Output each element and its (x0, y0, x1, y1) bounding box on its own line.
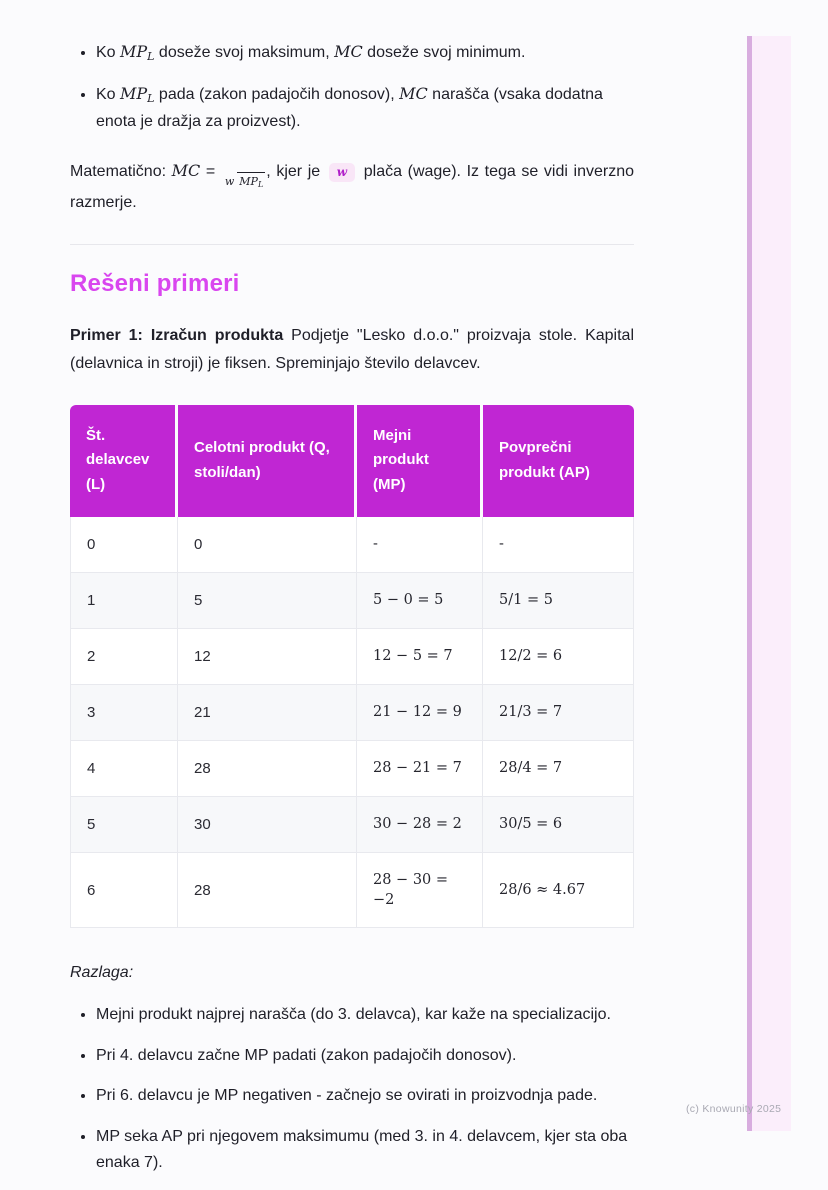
section-divider (70, 244, 634, 245)
explanation-bullet-list (70, 1002, 634, 1176)
table-row (70, 629, 634, 685)
explanation-label: Razlaga: (70, 964, 134, 982)
math-mc: MC (399, 83, 428, 103)
explanation-bullet: • Mejni produkt najprej narašča (do 3. delavca), kar kaže na specializacijo. (96, 1002, 634, 1028)
product-table (70, 405, 634, 929)
explanation-bullet: • MP seka AP pri njegovem maksimumu (med 3. in 4. delavcem, kjer sta oba enaka 7). (96, 1124, 634, 1177)
formula-paragraph: Matematično: MC = w MPL, kjer je w plača (wage). Iz tega se vidi inverzno razmerje. (70, 160, 635, 211)
table-cell: - (483, 517, 634, 573)
table-header-total-product: Celotni produkt (Q, stoli/dan) (178, 405, 357, 517)
table-header-row (70, 405, 634, 517)
table-cell: 12 − 5 = 7 (357, 629, 483, 685)
table-header-marginal-product: Mejni produkt (MP) (357, 405, 483, 517)
table-cell: 28 − 21 = 7 (357, 741, 483, 797)
table-cell: 12/2 = 6 (483, 629, 634, 685)
table-cell: 30 − 28 = 2 (357, 797, 483, 853)
table-cell: 5 − 0 = 5 (357, 573, 483, 629)
table-row (70, 685, 634, 741)
table-cell: 30 (178, 797, 357, 853)
table-cell: 2 (70, 629, 178, 685)
table-header-workers: Št. delavcev (L) (70, 405, 178, 517)
explanation-bullet: • Pri 4. delavcu začne MP padati (zakon padajočih donosov). (96, 1043, 634, 1069)
table-cell: 28/6 ≈ 4.67 (483, 853, 634, 929)
table-cell: 6 (70, 853, 178, 929)
table-row (70, 797, 634, 853)
intro-bullet-2: • Ko MPL pada (zakon padajočih donosov), MC narašča (vsaka dodatna enota je dražja za proizvest). (96, 80, 634, 136)
table-cell: 5 (178, 573, 357, 629)
table-cell: 5 (70, 797, 178, 853)
table-row (70, 741, 634, 797)
example-paragraph: Primer 1: Izračun produkta Podjetje "Lesko d.o.o." proizvaja stole. Kapital (delavnica in stroji) je fiksen. Spreminjajo število delavcev. (70, 327, 634, 372)
table-cell: 28/4 = 7 (483, 741, 634, 797)
table-cell: - (357, 517, 483, 573)
table-cell: 28 − 30 = −2 (357, 853, 483, 929)
math-mc: MC (171, 160, 201, 180)
math-mc: MC (334, 42, 363, 61)
table-cell: 3 (70, 685, 178, 741)
example-title: Primer 1: Izračun produkta (70, 327, 284, 345)
table-row (70, 853, 634, 929)
intro-bullet-1: • Ko MPL doseže svoj maksimum, MC doseže svoj minimum. (96, 38, 634, 67)
table-cell: 28 (178, 853, 357, 929)
math-mpl: MPL (120, 83, 155, 105)
table-cell: 21/3 = 7 (483, 685, 634, 741)
table-row (70, 573, 634, 629)
table-cell: 30/5 = 6 (483, 797, 634, 853)
section-heading: Rešeni primeri (70, 270, 240, 298)
table-row (70, 517, 634, 573)
table-cell: 0 (178, 517, 357, 573)
decorative-side-stripe (747, 36, 791, 1131)
table-cell: 5/1 = 5 (483, 573, 634, 629)
explanation-bullet: • Pri 6. delavcu je MP negativen - začnejo se ovirati in proizvodnja pade. (96, 1083, 634, 1109)
math-mpl: MPL (120, 42, 155, 63)
table-cell: 21 (178, 685, 357, 741)
inline-code-w: w (329, 163, 355, 182)
table-cell: 21 − 12 = 9 (357, 685, 483, 741)
table-cell: 12 (178, 629, 357, 685)
document-page (70, 0, 634, 1190)
fraction-w-over-mpl: w MPL (222, 172, 265, 189)
table-cell: 0 (70, 517, 178, 573)
table-cell: 4 (70, 741, 178, 797)
copyright-notice: (c) Knowunity 2025 (686, 1103, 782, 1115)
table-cell: 28 (178, 741, 357, 797)
intro-bullet-list (70, 38, 634, 136)
table-header-average-product: Povprečni produkt (AP) (483, 405, 634, 517)
table-cell: 1 (70, 573, 178, 629)
